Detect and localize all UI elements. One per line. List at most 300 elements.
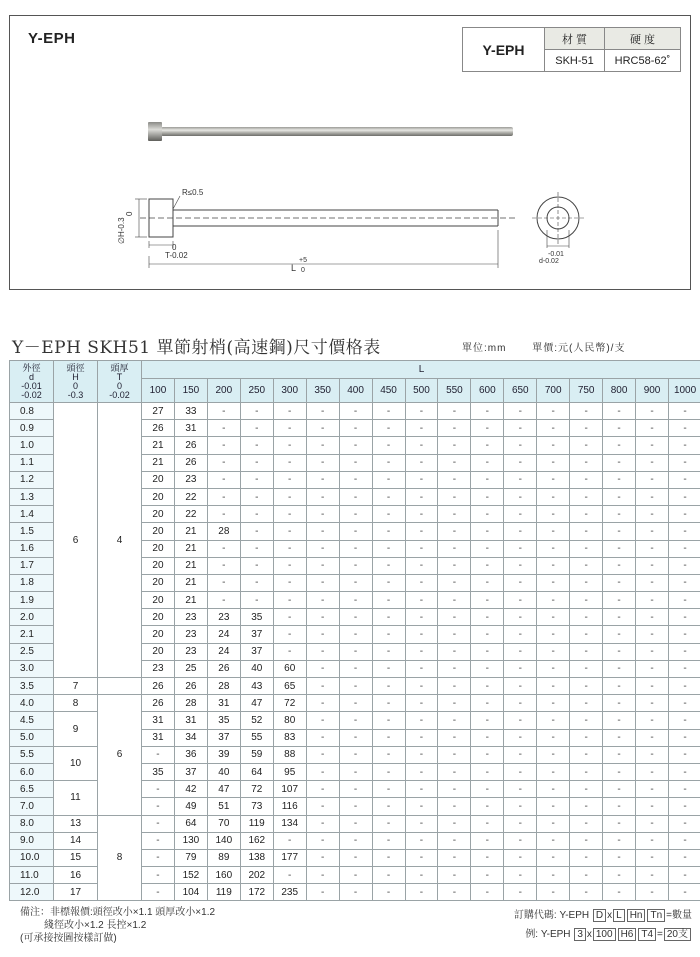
price-cell: - xyxy=(405,781,438,798)
price-cell: - xyxy=(570,660,603,677)
price-cell: - xyxy=(207,557,240,574)
price-cell: - xyxy=(537,712,570,729)
price-cell: 20 xyxy=(142,557,175,574)
price-cell: - xyxy=(537,574,570,591)
thickness-tol-top: 0 xyxy=(172,243,177,252)
price-cell: - xyxy=(471,746,504,763)
price-cell: - xyxy=(504,729,537,746)
price-cell: - xyxy=(273,523,306,540)
price-cell: - xyxy=(339,832,372,849)
header-diameter-line: d xyxy=(28,371,34,382)
head-dia-cell: 6 xyxy=(54,403,98,678)
price-cell: - xyxy=(240,471,273,488)
diameter-cell: 1.3 xyxy=(10,488,54,505)
price-cell: - xyxy=(471,557,504,574)
price-cell: - xyxy=(339,712,372,729)
price-cell: - xyxy=(306,471,339,488)
price-cell: - xyxy=(570,574,603,591)
price-cell: 116 xyxy=(273,798,306,815)
price-cell: - xyxy=(306,609,339,626)
diameter-cell: 10.0 xyxy=(10,849,54,866)
price-cell: - xyxy=(603,557,636,574)
price-cell: 79 xyxy=(174,849,207,866)
price-cell: - xyxy=(636,712,669,729)
price-cell: - xyxy=(603,763,636,780)
price-cell: 72 xyxy=(240,781,273,798)
price-cell: - xyxy=(306,712,339,729)
price-cell: 26 xyxy=(207,660,240,677)
diameter-cell: 2.1 xyxy=(10,626,54,643)
price-cell: - xyxy=(405,506,438,523)
price-cell: 89 xyxy=(207,849,240,866)
price-cell: - xyxy=(273,557,306,574)
price-cell: 26 xyxy=(174,454,207,471)
price-cell: - xyxy=(405,746,438,763)
price-cell: - xyxy=(438,506,471,523)
price-cell: - xyxy=(504,626,537,643)
price-cell: - xyxy=(438,540,471,557)
length-col-header: 400 xyxy=(339,379,372,403)
price-cell: - xyxy=(372,746,405,763)
diameter-cell: 0.8 xyxy=(10,403,54,420)
price-cell: 83 xyxy=(273,729,306,746)
price-cell: - xyxy=(636,488,669,505)
price-cell: - xyxy=(570,746,603,763)
price-cell: - xyxy=(405,815,438,832)
price-cell: - xyxy=(570,506,603,523)
price-cell: 40 xyxy=(207,763,240,780)
price-cell: - xyxy=(240,403,273,420)
price-cell: - xyxy=(570,763,603,780)
radius-label: R≤0.5 xyxy=(182,188,204,197)
price-cell: - xyxy=(142,815,175,832)
price-cell: - xyxy=(438,849,471,866)
price-cell: 31 xyxy=(207,695,240,712)
diameter-cell: 2.5 xyxy=(10,643,54,660)
length-col-header: 300 xyxy=(273,379,306,403)
price-cell: - xyxy=(636,695,669,712)
price-cell: - xyxy=(603,574,636,591)
price-cell: - xyxy=(339,592,372,609)
length-col-header: 1000 xyxy=(669,379,700,403)
price-cell: - xyxy=(339,729,372,746)
price-cell: - xyxy=(372,403,405,420)
price-cell: - xyxy=(438,454,471,471)
price-cell: - xyxy=(438,523,471,540)
diameter-cell: 5.0 xyxy=(10,729,54,746)
price-cell: - xyxy=(372,626,405,643)
price-cell: - xyxy=(240,488,273,505)
price-cell: 104 xyxy=(174,884,207,901)
drawing-panel xyxy=(9,15,691,290)
diameter-cell: 0.9 xyxy=(10,420,54,437)
order-code-part: = xyxy=(666,910,672,921)
price-cell: - xyxy=(306,403,339,420)
price-cell: 20 xyxy=(142,488,175,505)
price-cell: 73 xyxy=(240,798,273,815)
price-cell: - xyxy=(669,574,700,591)
price-cell: - xyxy=(471,832,504,849)
pin-side-view xyxy=(135,196,515,268)
price-cell: - xyxy=(537,763,570,780)
price-cell: - xyxy=(405,832,438,849)
price-cell: 21 xyxy=(174,592,207,609)
head-thick-cell: 8 xyxy=(98,815,142,901)
price-cell: - xyxy=(504,712,537,729)
price-cell: - xyxy=(603,454,636,471)
head-dia-tol: 0 xyxy=(125,211,134,216)
price-cell: - xyxy=(669,506,700,523)
order-example-label: 例: xyxy=(525,929,539,940)
price-cell: - xyxy=(636,403,669,420)
price-cell: - xyxy=(240,523,273,540)
price-cell: - xyxy=(537,695,570,712)
price-cell: - xyxy=(438,557,471,574)
diameter-cell: 12.0 xyxy=(10,884,54,901)
price-cell: - xyxy=(142,832,175,849)
price-cell: - xyxy=(306,540,339,557)
price-cell: 23 xyxy=(174,609,207,626)
price-cell: - xyxy=(240,574,273,591)
price-cell: - xyxy=(636,884,669,901)
price-cell: - xyxy=(636,660,669,677)
spec-model: Y-EPH xyxy=(463,28,545,72)
order-code-part: 數量 xyxy=(672,910,692,921)
price-cell: - xyxy=(372,420,405,437)
length-col-header: 150 xyxy=(174,379,207,403)
price-cell: 47 xyxy=(240,695,273,712)
price-cell: 47 xyxy=(207,781,240,798)
pin-end-view xyxy=(532,192,584,248)
price-cell: - xyxy=(603,609,636,626)
price-cell: - xyxy=(306,437,339,454)
price-cell: - xyxy=(372,678,405,695)
price-cell: - xyxy=(537,626,570,643)
price-cell: - xyxy=(306,867,339,884)
price-cell: - xyxy=(438,574,471,591)
price-cell: - xyxy=(537,471,570,488)
price-cell: - xyxy=(636,798,669,815)
price-cell: - xyxy=(438,712,471,729)
price-cell: - xyxy=(504,557,537,574)
price-cell: - xyxy=(636,678,669,695)
price-cell: - xyxy=(471,763,504,780)
diameter-cell: 1.8 xyxy=(10,574,54,591)
price-cell: - xyxy=(306,592,339,609)
price-cell: - xyxy=(438,815,471,832)
price-cell: - xyxy=(603,729,636,746)
price-cell: - xyxy=(636,815,669,832)
price-cell: - xyxy=(372,660,405,677)
price-cell: - xyxy=(372,815,405,832)
header-diameter-line: 外徑 xyxy=(22,362,41,373)
price-cell: 134 xyxy=(273,815,306,832)
price-cell: - xyxy=(339,488,372,505)
price-cell: - xyxy=(405,454,438,471)
price-cell: - xyxy=(306,454,339,471)
price-cell: - xyxy=(405,557,438,574)
price-cell: - xyxy=(372,557,405,574)
price-cell: - xyxy=(570,867,603,884)
head-dia-cell: 8 xyxy=(54,695,98,712)
price-cell: 36 xyxy=(174,746,207,763)
order-code-part: Hn xyxy=(627,909,646,922)
price-cell: - xyxy=(537,729,570,746)
price-cell: - xyxy=(669,420,700,437)
price-cell: - xyxy=(504,660,537,677)
price-cell: - xyxy=(570,884,603,901)
price-cell: - xyxy=(636,849,669,866)
diameter-cell: 1.1 xyxy=(10,454,54,471)
price-cell: - xyxy=(636,471,669,488)
diameter-cell: 9.0 xyxy=(10,832,54,849)
note-line-1: 備注：非標報價:頭徑改小×1.1 頭厚改小×1.2 xyxy=(20,907,216,918)
price-cell: - xyxy=(339,403,372,420)
price-cell: - xyxy=(504,420,537,437)
price-cell: 28 xyxy=(174,695,207,712)
price-cell: - xyxy=(339,437,372,454)
price-cell: - xyxy=(471,506,504,523)
price-cell: - xyxy=(537,488,570,505)
order-model: Y-EPH xyxy=(559,910,590,921)
price-cell: - xyxy=(339,420,372,437)
price-cell: - xyxy=(669,403,700,420)
price-cell: - xyxy=(306,695,339,712)
diameter-cell: 1.6 xyxy=(10,540,54,557)
price-cell: - xyxy=(405,609,438,626)
price-cell: - xyxy=(372,832,405,849)
price-cell: - xyxy=(537,746,570,763)
diameter-cell: 11.0 xyxy=(10,867,54,884)
price-cell: 140 xyxy=(207,832,240,849)
price-cell: 20 xyxy=(142,523,175,540)
price-cell: - xyxy=(471,592,504,609)
price-cell: 39 xyxy=(207,746,240,763)
price-cell: - xyxy=(438,695,471,712)
header-head-dia-line: H xyxy=(72,371,79,382)
price-cell: - xyxy=(405,471,438,488)
price-cell: - xyxy=(471,488,504,505)
price-cell: - xyxy=(438,437,471,454)
price-cell: - xyxy=(306,506,339,523)
price-cell: - xyxy=(669,643,700,660)
price-cell: 20 xyxy=(142,471,175,488)
price-cell: - xyxy=(240,437,273,454)
price-cell: - xyxy=(537,523,570,540)
price-cell: - xyxy=(207,574,240,591)
price-cell: 235 xyxy=(273,884,306,901)
price-cell: - xyxy=(537,867,570,884)
price-cell: - xyxy=(603,523,636,540)
price-cell: - xyxy=(405,643,438,660)
price-cell: 20 xyxy=(142,626,175,643)
price-cell: - xyxy=(669,867,700,884)
price-cell: - xyxy=(142,746,175,763)
price-cell: - xyxy=(603,626,636,643)
order-example-part: 20支 xyxy=(664,928,691,941)
price-cell: - xyxy=(603,746,636,763)
price-cell: - xyxy=(372,523,405,540)
price-cell: - xyxy=(636,523,669,540)
price-cell: 37 xyxy=(240,626,273,643)
price-cell: 49 xyxy=(174,798,207,815)
price-cell: - xyxy=(339,557,372,574)
price-cell: - xyxy=(471,729,504,746)
price-cell: - xyxy=(405,884,438,901)
price-cell: - xyxy=(339,884,372,901)
price-cell: - xyxy=(405,798,438,815)
price-cell: - xyxy=(405,437,438,454)
price-cell: - xyxy=(603,867,636,884)
table-row xyxy=(10,678,700,695)
price-cell: - xyxy=(142,781,175,798)
price-cell: - xyxy=(669,849,700,866)
price-cell: - xyxy=(306,557,339,574)
price-cell: - xyxy=(669,592,700,609)
price-cell: 21 xyxy=(142,454,175,471)
price-cell: - xyxy=(273,592,306,609)
price-cell: 26 xyxy=(142,695,175,712)
price-cell: - xyxy=(603,695,636,712)
price-cell: - xyxy=(570,832,603,849)
price-cell: - xyxy=(570,626,603,643)
price-cell: - xyxy=(504,832,537,849)
diameter-cell: 5.5 xyxy=(10,746,54,763)
head-dia-cell: 10 xyxy=(54,746,98,780)
price-cell: - xyxy=(504,678,537,695)
price-cell: - xyxy=(570,729,603,746)
price-cell: 88 xyxy=(273,746,306,763)
price-cell: - xyxy=(273,867,306,884)
order-example-part: 3 xyxy=(574,928,586,941)
price-cell: - xyxy=(603,403,636,420)
price-cell: 20 xyxy=(142,592,175,609)
price-cell: - xyxy=(471,523,504,540)
price-cell: 21 xyxy=(142,437,175,454)
price-cell: 23 xyxy=(207,609,240,626)
price-cell: 70 xyxy=(207,815,240,832)
price-cell: - xyxy=(504,454,537,471)
price-cell: - xyxy=(504,471,537,488)
length-label: L xyxy=(291,263,297,273)
diameter-cell: 1.7 xyxy=(10,557,54,574)
price-cell: - xyxy=(537,643,570,660)
price-cell: - xyxy=(636,540,669,557)
price-cell: - xyxy=(504,574,537,591)
price-cell: 31 xyxy=(142,712,175,729)
d-tol-top: -0.01 xyxy=(548,251,564,258)
table-row xyxy=(10,403,700,420)
price-cell: - xyxy=(537,403,570,420)
price-cell: - xyxy=(603,643,636,660)
header-length: L xyxy=(142,361,700,379)
price-cell: - xyxy=(504,815,537,832)
price-cell: - xyxy=(306,488,339,505)
price-cell: - xyxy=(636,420,669,437)
diameter-cell: 4.5 xyxy=(10,712,54,729)
price-cell: - xyxy=(405,540,438,557)
price-cell: - xyxy=(570,609,603,626)
price-cell: - xyxy=(438,643,471,660)
price-cell: - xyxy=(142,884,175,901)
note-line-3: (可承接按圖按樣訂做) xyxy=(20,933,117,944)
price-cell: 25 xyxy=(174,660,207,677)
unit-label: 單位:mm xyxy=(462,343,507,354)
header-diameter-line: -0.01 xyxy=(21,380,42,391)
price-cell: - xyxy=(372,884,405,901)
price-cell: - xyxy=(339,454,372,471)
price-cell: 21 xyxy=(174,523,207,540)
diameter-cell: 1.9 xyxy=(10,592,54,609)
price-cell: - xyxy=(372,506,405,523)
price-cell: 64 xyxy=(240,763,273,780)
price-cell: - xyxy=(306,729,339,746)
price-cell: - xyxy=(273,506,306,523)
price-cell: - xyxy=(504,403,537,420)
price-cell: - xyxy=(339,746,372,763)
price-cell: - xyxy=(669,626,700,643)
price-cell: - xyxy=(669,454,700,471)
price-cell: - xyxy=(537,781,570,798)
price-cell: - xyxy=(240,557,273,574)
price-cell: 23 xyxy=(174,643,207,660)
price-cell: - xyxy=(207,471,240,488)
price-cell: - xyxy=(372,849,405,866)
price-cell: - xyxy=(570,781,603,798)
length-col-header: 100 xyxy=(142,379,175,403)
price-cell: - xyxy=(207,488,240,505)
price-cell: 160 xyxy=(207,867,240,884)
spec-hardness: HRC58-62˚ xyxy=(605,50,681,72)
price-cell: 21 xyxy=(174,574,207,591)
price-cell: - xyxy=(306,798,339,815)
table-row xyxy=(10,695,700,712)
price-cell: - xyxy=(339,506,372,523)
price-cell: 40 xyxy=(240,660,273,677)
price-cell: - xyxy=(636,626,669,643)
ejector-pin-drawing xyxy=(10,16,692,291)
price-cell: 172 xyxy=(240,884,273,901)
price-cell: - xyxy=(372,781,405,798)
price-cell: - xyxy=(570,471,603,488)
price-cell: - xyxy=(471,540,504,557)
order-code-part: Tn xyxy=(647,909,665,922)
price-cell: 31 xyxy=(142,729,175,746)
price-cell: 51 xyxy=(207,798,240,815)
price-cell: - xyxy=(471,574,504,591)
length-tol-top: +5 xyxy=(299,257,307,264)
price-cell: - xyxy=(603,592,636,609)
order-codes xyxy=(592,910,692,921)
price-cell: 95 xyxy=(273,763,306,780)
price-cell: - xyxy=(504,488,537,505)
head-dia-cell: 7 xyxy=(54,678,98,695)
price-cell: - xyxy=(570,815,603,832)
price-cell: - xyxy=(504,781,537,798)
price-cell: - xyxy=(570,643,603,660)
price-cell: - xyxy=(438,678,471,695)
price-cell: - xyxy=(339,763,372,780)
header-head-thick-line: T xyxy=(116,371,123,382)
price-cell: - xyxy=(537,420,570,437)
order-label: 訂購代碼: xyxy=(513,910,557,921)
price-cell: - xyxy=(669,832,700,849)
price-cell: 60 xyxy=(273,660,306,677)
price-cell: - xyxy=(372,437,405,454)
price-cell: - xyxy=(405,403,438,420)
price-cell: - xyxy=(306,660,339,677)
price-cell: - xyxy=(669,815,700,832)
